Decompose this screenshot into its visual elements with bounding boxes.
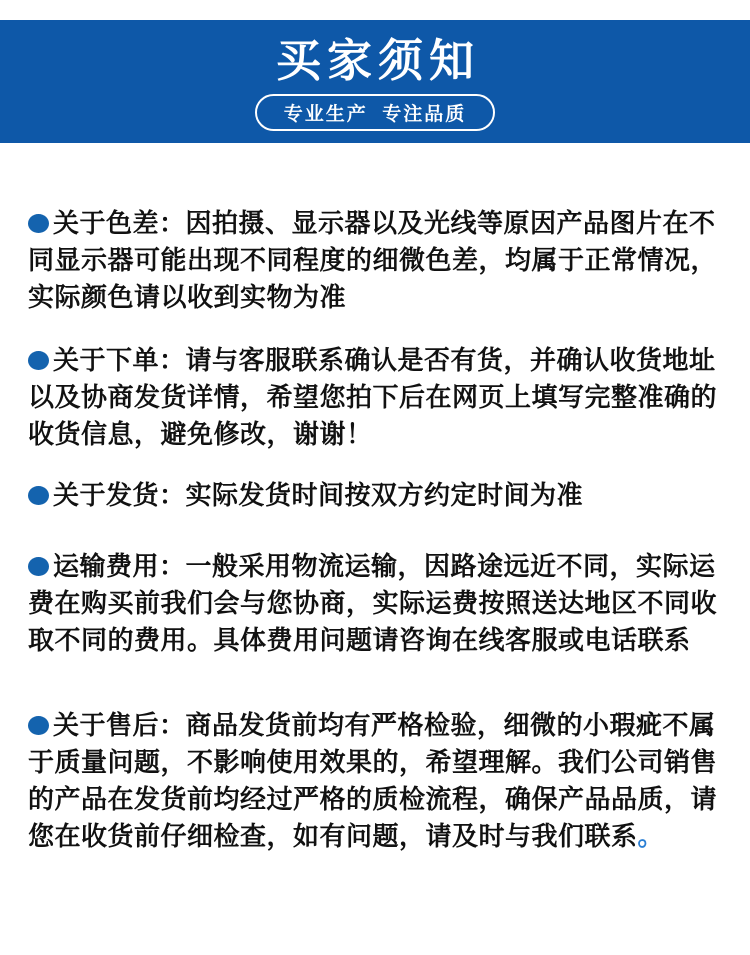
header-slogan: 专业生产 专注品质: [283, 104, 467, 125]
bullet-icon: [28, 351, 49, 370]
notice-paragraph-color-difference: [28, 205, 722, 316]
header-slogan-badge: [255, 94, 496, 131]
notice-tail-period: 。: [637, 821, 665, 851]
notice-body: 一般采用物流运输，因路途远近不同，实际运费在购买前我们会与您协商，实际运费按照送达地区不同收取不同的费用。具体费用问题请咨询在线客服或电话联系: [28, 551, 718, 655]
notice-heading: 关于色差：: [53, 208, 186, 238]
bullet-icon: [28, 214, 49, 233]
notice-paragraph-shipping: [28, 477, 722, 514]
notice-paragraph-freight-cost: [28, 548, 722, 659]
notice-heading: 关于下单：: [53, 345, 186, 375]
bullet-icon: [28, 486, 49, 505]
notice-body: 因拍摄、显示器以及光线等原因产品图片在不同显示器可能出现不同程度的细微色差，均属于正常情况，实际颜色请以收到实物为准: [28, 208, 718, 312]
notice-heading: 运输费用：: [53, 551, 186, 581]
bullet-icon: [28, 557, 49, 576]
notice-body: 请与客服联系确认是否有货，并确认收货地址以及协商发货详情，希望您拍下后在网页上填写完整准确的收货信息，避免修改，谢谢！: [28, 345, 718, 449]
notice-paragraph-ordering: [28, 342, 722, 453]
page-title: 买家须知: [275, 35, 480, 86]
notice-heading: 关于售后：: [53, 710, 186, 740]
notice-body: 商品发货前均有严格检验，细微的小瑕疵不属于质量问题，不影响使用效果的，希望理解。我们公司销售的产品在发货前均经过严格的质检流程，确保产品品质，请您在收货前仔细检查，如有问题，请及时与我们联系: [28, 710, 718, 851]
notice-body: 实际发货时间按双方约定时间为准: [185, 480, 584, 510]
bullet-icon: [28, 716, 49, 735]
header-banner: [0, 20, 750, 143]
notice-heading: 关于发货：: [53, 480, 186, 510]
notice-paragraph-after-sales: [28, 707, 722, 855]
notice-list: [0, 205, 750, 855]
